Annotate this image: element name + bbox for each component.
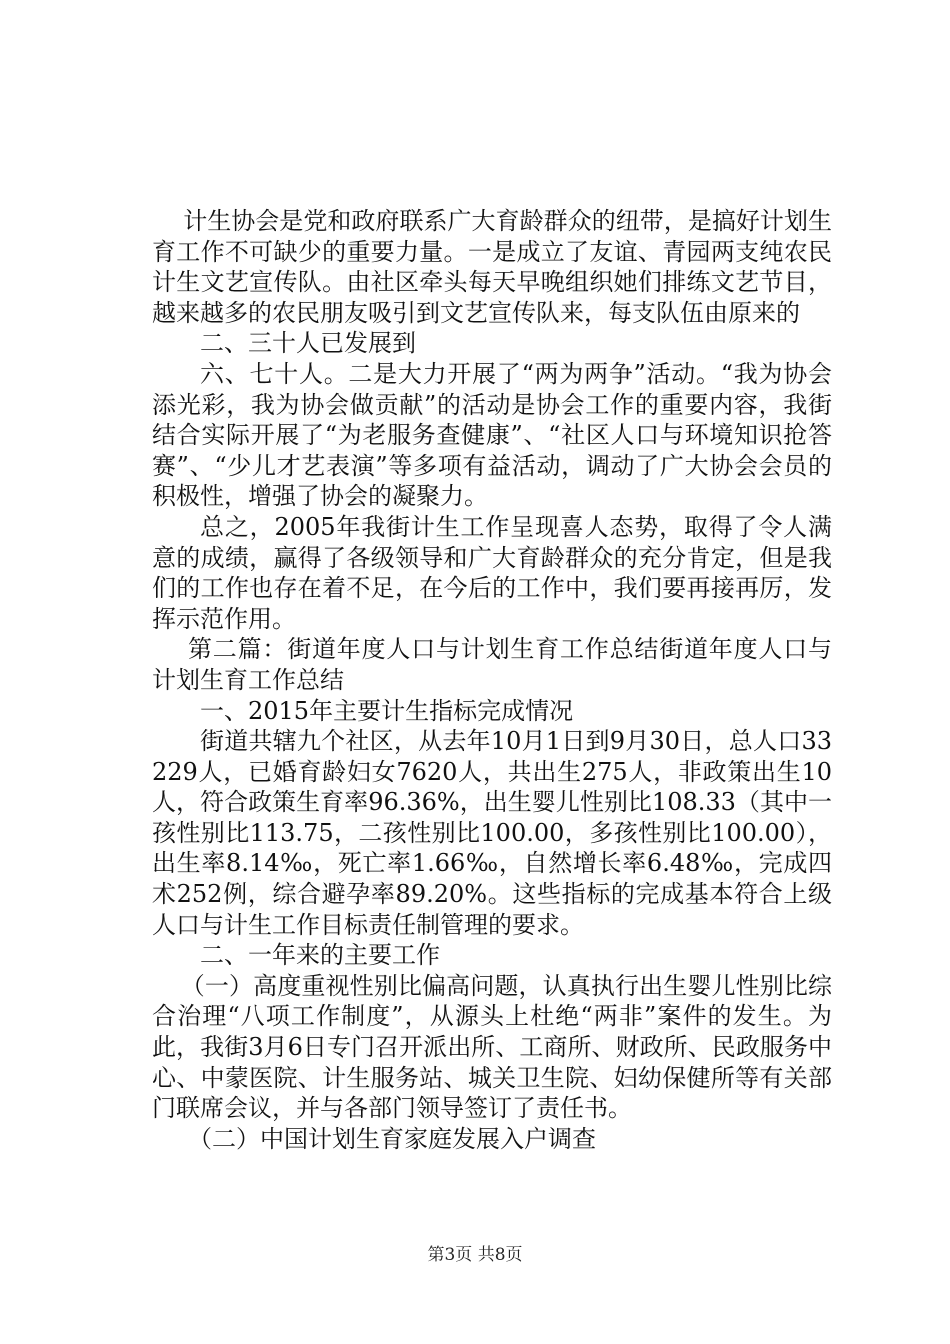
paragraph-association-intro: 计生协会是党和政府联系广大育龄群众的纽带，是搞好计划生育工作不可缺少的重要力量。一是成立了友谊、青园两支纯农民计生文艺宣传队。由社区牵头每天早晚组织她们排练文艺节目，越来越多的农民朋友吸引到文艺宣传队来，每支队伍由原来的: [152, 207, 832, 327]
paragraph-indicators: 街道共辖九个社区，从去年10月1日到9月30日，总人口33229人，已婚育龄妇女7620人，共出生275人，非政策出生10人，符合政策生育率96.36%，出生婴儿性别比108.33（其中一孩性别比113.75，二孩性别比100.00，多孩性别比100.00），出生率8.14‰，死亡率1.66‰，自然增长率6.48‰，完成四术252例，综合避孕率89.20%。这些指标的完成基本符合上级人口与计生工作目标责任制管理的要求。: [152, 727, 832, 939]
paragraph-team-size-to: 六、七十人。二是大力开展了“两为两争”活动。“我为协会添光彩，我为协会做贡献”的活动是协会工作的重要内容，我街结合实际开展了“为老服务查健康”、“社区人口与环境知识抢答赛”、“少儿才艺表演”等多项有益活动，调动了广大协会会员的积极性，增强了协会的凝聚力。: [152, 359, 832, 511]
heading-household-survey: （二）中国计划生育家庭发展入户调查: [188, 1124, 596, 1153]
heading-indicators: 一、2015年主要计生指标完成情况: [200, 696, 574, 725]
document-body: [152, 206, 832, 1154]
heading-main-work: 二、一年来的主要工作: [200, 941, 440, 970]
section-title-second-article: 第二篇：街道年度人口与计划生育工作总结街道年度人口与计划生育工作总结: [152, 635, 832, 694]
page-number-footer: 第3页 共8页: [427, 1245, 523, 1265]
paragraph-team-size-from: 二、三十人已发展到: [200, 329, 416, 358]
paragraph-sex-ratio: （一）高度重视性别比偏高问题，认真执行出生婴儿性别比综合治理“八项工作制度”，从源头上杜绝“两非”案件的发生。为此，我街3月6日专门召开派出所、工商所、财政所、民政服务中心、中蒙医院、计生服务站、城关卫生院、妇幼保健所等有关部门联席会议，并与各部门领导签订了责任书。: [152, 971, 832, 1123]
paragraph-summary: 总之，2005年我街计生工作呈现喜人态势，取得了令人满意的成绩，赢得了各级领导和广大育龄群众的充分肯定，但是我们的工作也存在着不足，在今后的工作中，我们要再接再厉，发挥示范作用。: [152, 512, 832, 633]
